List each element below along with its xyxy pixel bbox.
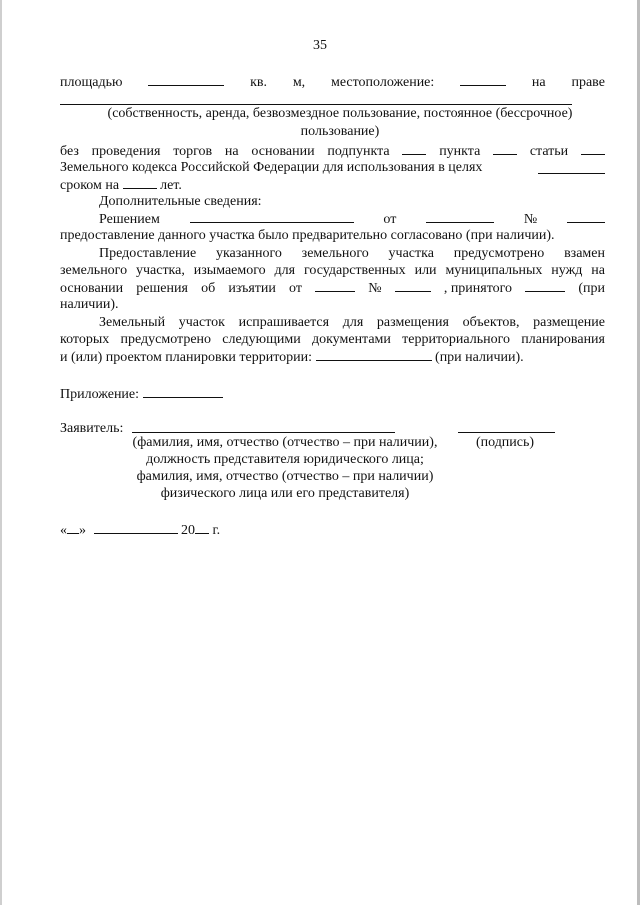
exchange-line-4: наличии).	[60, 297, 119, 312]
basis-word: на	[224, 144, 239, 159]
on-word: на	[531, 75, 546, 90]
exchange-word: основании	[60, 281, 124, 296]
exchange-line-1: Предоставление указанного земельного участка предусмотрено взамен	[99, 246, 605, 261]
attachment-line	[60, 385, 223, 403]
years-label: лет.	[160, 178, 182, 193]
basis-word: основании	[251, 144, 315, 159]
basis-line-2: Земельного кодекса Российской Федерации для использования в целях	[60, 160, 483, 175]
planning-label: и (или) проектом планировки территории:	[60, 350, 313, 365]
location-blank	[460, 73, 506, 86]
sq-word: кв.	[250, 75, 267, 90]
decision-blank	[190, 210, 354, 223]
planning-suffix: (при наличии).	[435, 350, 524, 365]
signature-line	[458, 432, 555, 433]
page-number: 35	[313, 38, 327, 53]
exchange-word: (при	[578, 281, 605, 296]
decision-number-blank	[567, 210, 605, 223]
additional-heading: Дополнительные сведения:	[99, 194, 262, 209]
clause-blank	[493, 142, 517, 155]
term-blank	[123, 176, 157, 189]
m-word: м,	[292, 75, 306, 90]
applicant-caption-4: физического лица или его представителя)	[160, 486, 410, 501]
applicant-caption-3: фамилия, имя, отчество (отчество – при наличии)	[136, 469, 434, 484]
right-word: праве	[571, 75, 605, 90]
subclause-blank	[402, 142, 426, 155]
purpose-line-2: которых предусмотрено следующими документами территориального планирования	[60, 332, 605, 347]
year-suffix: г.	[212, 523, 221, 538]
applicant-name-line	[132, 432, 395, 433]
year-blank	[195, 521, 209, 534]
area-line	[60, 73, 605, 91]
exchange-line-3	[60, 279, 605, 297]
location-word: местоположение:	[330, 75, 435, 90]
planning-blank	[316, 348, 432, 361]
purpose-blank	[538, 173, 605, 174]
rights-caption-1: (собственность, аренда, безвозмездное пользование, постоянное (бессрочное)	[107, 106, 573, 121]
exchange-line-2: земельного участка, изымаемого для государственных или муниципальных нужд на	[60, 263, 605, 278]
withdrawal-number-blank	[395, 279, 431, 292]
year-prefix: 20	[181, 523, 195, 538]
decision-word: Решением	[99, 212, 160, 227]
withdrawal-date-blank	[315, 279, 355, 292]
decision-number-sign: №	[523, 212, 538, 227]
month-blank	[94, 521, 178, 534]
purpose-line-1: Земельный участок испрашивается для размещения объектов, размещение	[99, 315, 605, 330]
basis-word: без	[60, 144, 79, 159]
applicant-caption-1: (фамилия, имя, отчество (отчество – при наличии),	[132, 435, 438, 450]
date-line	[60, 521, 220, 539]
decision-line-2: предоставление данного участка было предварительно согласовано (при наличии).	[60, 228, 555, 243]
attachment-blank	[143, 385, 223, 398]
exchange-word: , принятого	[443, 281, 513, 296]
basis-word: проведения	[91, 144, 161, 159]
applicant-label: Заявитель:	[60, 421, 124, 436]
basis-word: пункта	[439, 144, 481, 159]
purpose-line-3	[60, 348, 524, 366]
basis-word: торгов	[173, 144, 213, 159]
basis-line-3	[60, 176, 182, 194]
attachment-label: Приложение:	[60, 387, 140, 402]
decision-from: от	[383, 212, 397, 227]
exchange-word: изъятии	[228, 281, 276, 296]
scan-edge-left	[0, 0, 2, 905]
term-label: сроком на	[60, 178, 120, 193]
decision-line	[99, 210, 605, 228]
article-blank	[581, 142, 605, 155]
quote-open: «	[60, 523, 67, 538]
decision-date-blank	[426, 210, 494, 223]
adopted-by-blank	[525, 279, 565, 292]
rights-caption-2: пользование)	[300, 124, 380, 139]
area-word: площадью	[60, 75, 123, 90]
applicant-caption-2: должность представителя юридического лица;	[146, 452, 424, 467]
exchange-word: решения	[136, 281, 188, 296]
day-blank	[67, 521, 79, 534]
basis-word: статьи	[529, 144, 569, 159]
area-blank	[148, 73, 224, 86]
exchange-word: об	[201, 281, 216, 296]
basis-word: подпункта	[327, 144, 390, 159]
signature-caption: (подпись)	[475, 435, 535, 450]
basis-line-1	[60, 142, 605, 160]
exchange-word: от	[289, 281, 302, 296]
exchange-number-sign: №	[368, 281, 382, 296]
quote-close: »	[79, 523, 86, 538]
